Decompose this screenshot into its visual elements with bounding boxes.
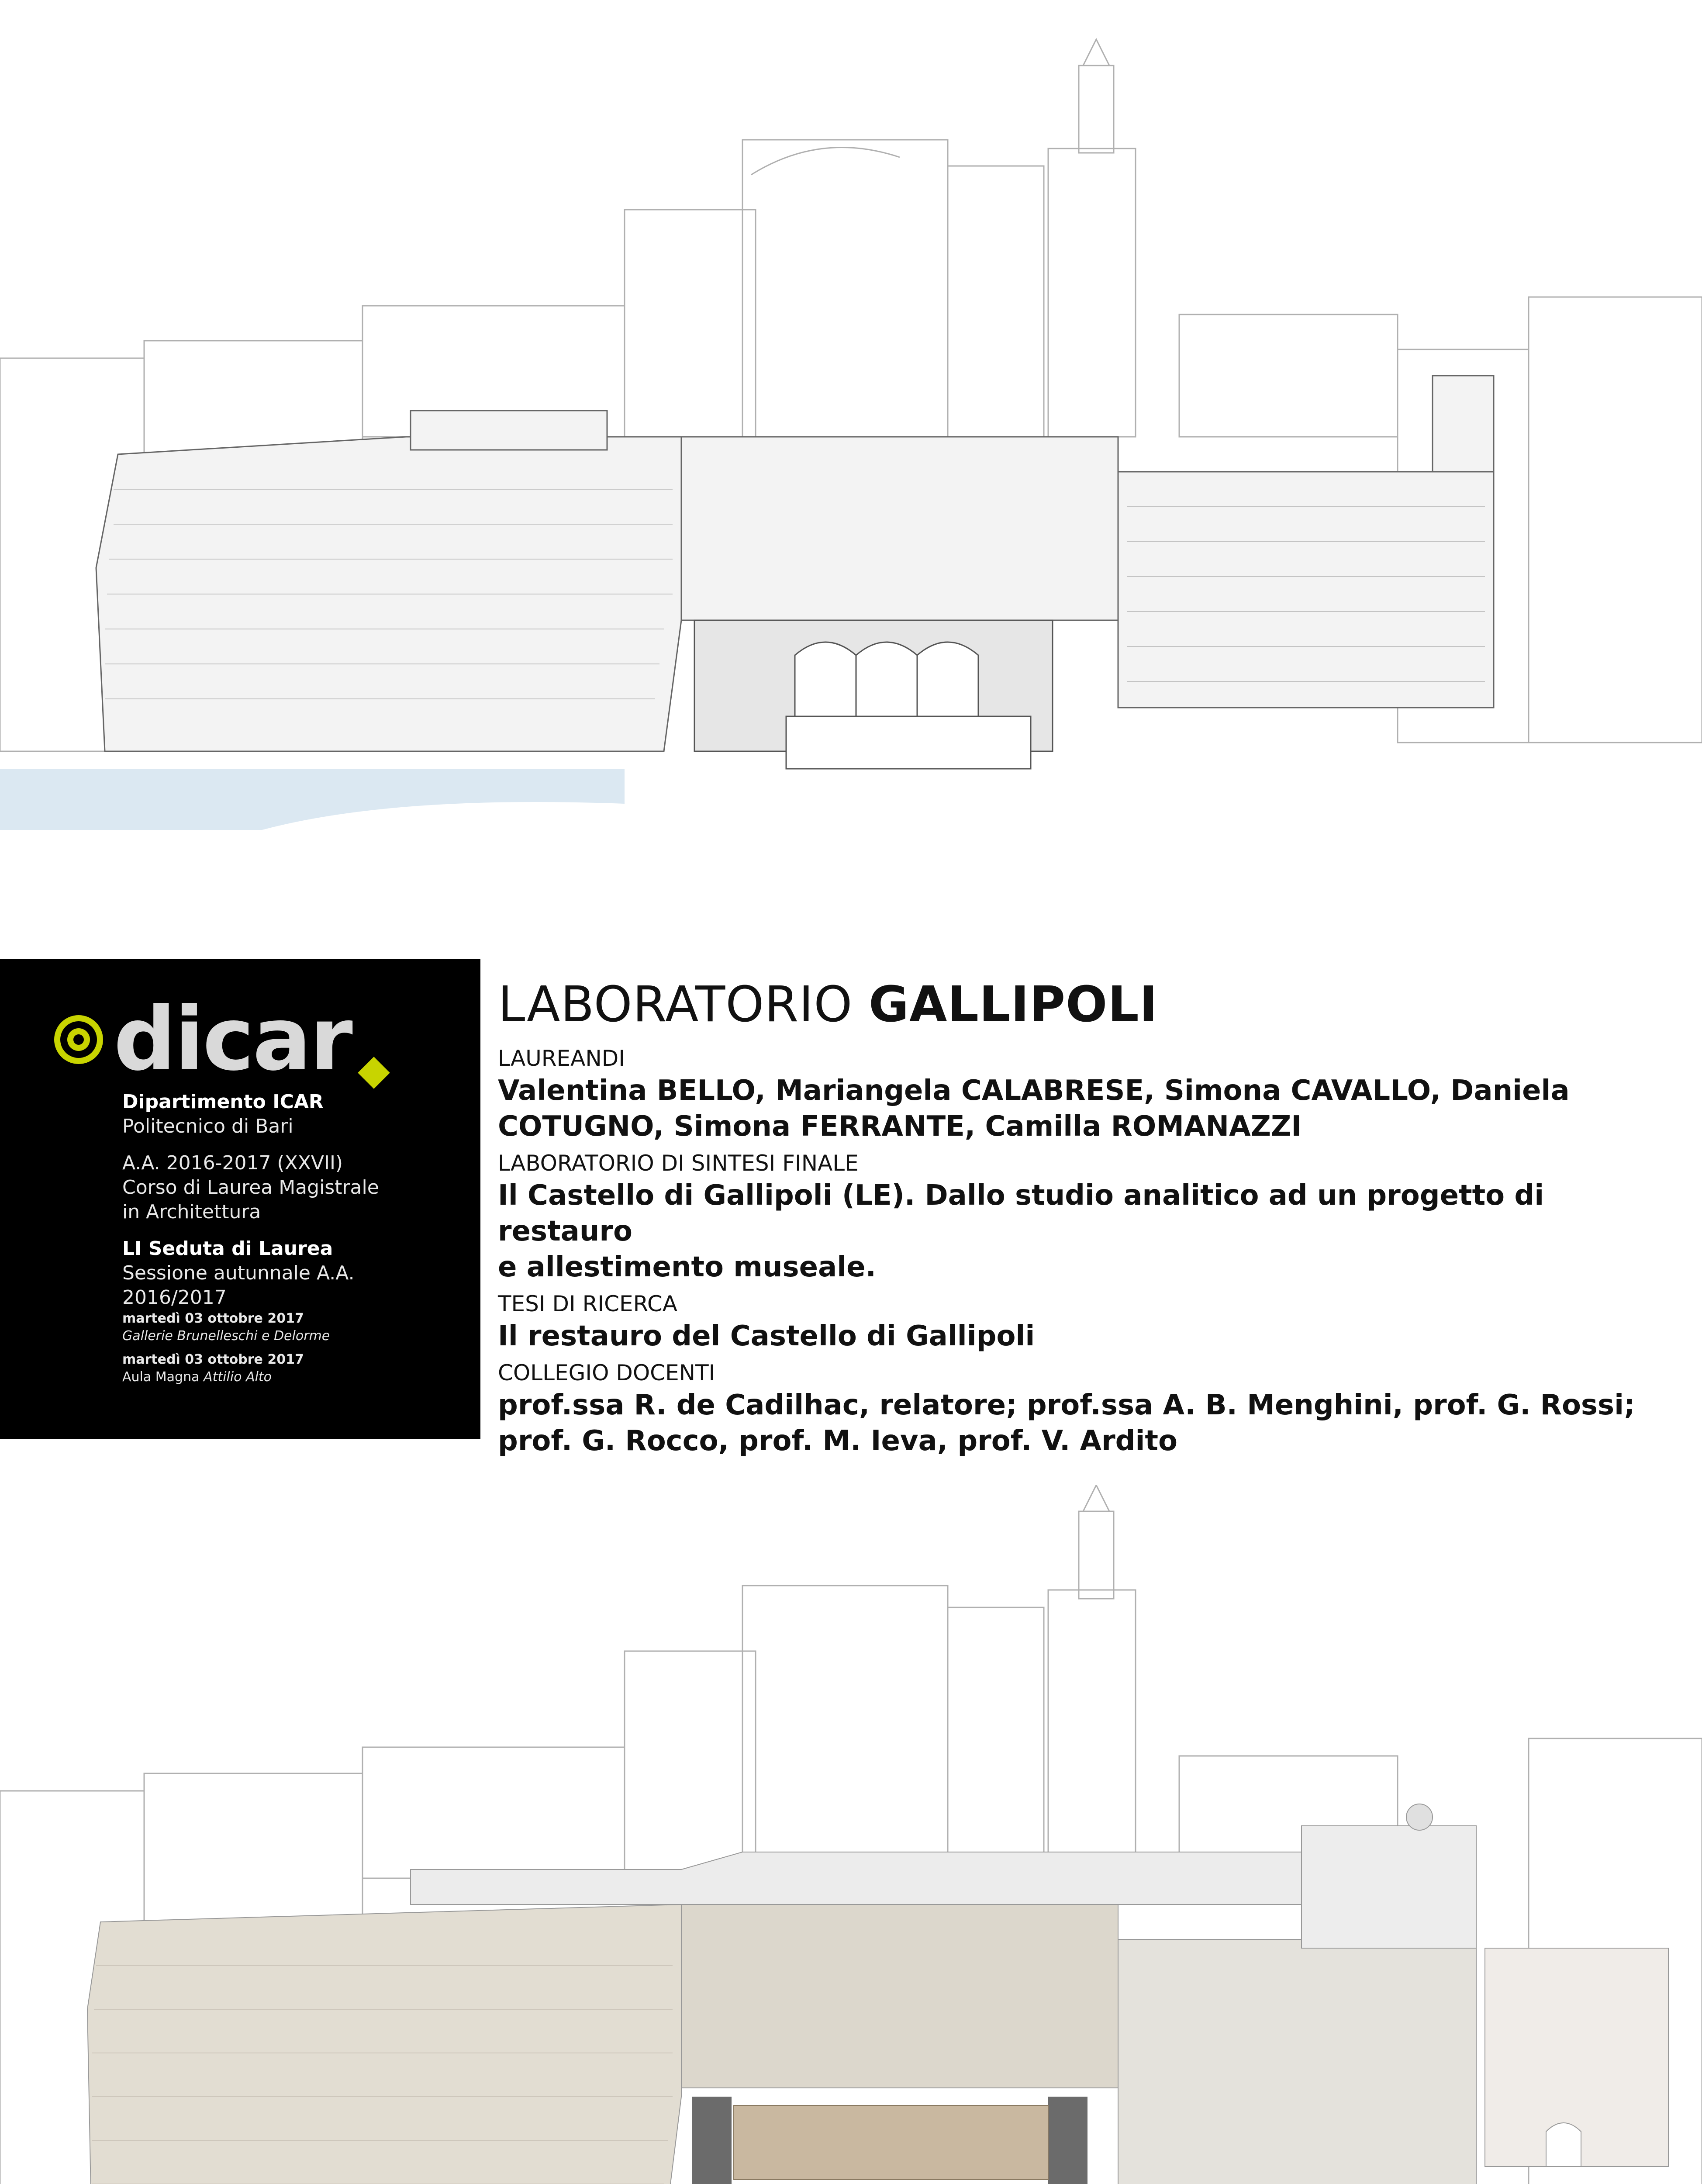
laureandi-names xyxy=(498,1073,1655,1144)
laureandi-line-1: Valentina BELLO, Mariangela CALABRESE, Simona CAVALLO, Daniela xyxy=(498,1075,1570,1107)
title-bold: GALLIPOLI xyxy=(869,976,1158,1033)
department-name: Dipartimento ICAR xyxy=(122,1091,324,1113)
course-line-1: Corso di Laurea Magistrale xyxy=(122,1176,379,1199)
lab-title xyxy=(498,1178,1655,1285)
page-title xyxy=(498,974,1655,1035)
castle-elevation-rendered xyxy=(0,1485,1702,2184)
event-2-place-name: Attilio Alto xyxy=(204,1369,272,1385)
title-light: LABORATORIO xyxy=(498,976,853,1033)
event-2-date: martedì 03 ottobre 2017 xyxy=(122,1352,304,1367)
collegio-line-2: prof. G. Rocco, prof. M. Ieva, prof. V. Ardito xyxy=(498,1425,1177,1457)
lab-line-2: e allestimento museale. xyxy=(498,1251,876,1283)
panel-info xyxy=(122,1090,463,1386)
dicar-wordmark: dicar xyxy=(114,988,351,1090)
collegio-label: COLLEGIO DOCENTI xyxy=(498,1360,715,1386)
laureandi-line-2: COTUGNO, Simona FERRANTE, Camilla ROMANAZZI xyxy=(498,1110,1302,1143)
lab-label: LABORATORIO DI SINTESI FINALE xyxy=(498,1151,859,1176)
tesi-label: TESI DI RICERCA xyxy=(498,1291,678,1317)
yellow-diamond-icon xyxy=(358,1057,390,1089)
university-seal-icon xyxy=(52,1013,105,1066)
dicar-logo xyxy=(48,988,441,1090)
laureandi-label: LAUREANDI xyxy=(498,1046,625,1071)
lab-line-1: Il Castello di Gallipoli (LE). Dallo studio analitico ad un progetto di restauro xyxy=(498,1179,1544,1248)
course-line-2: in Architettura xyxy=(122,1201,261,1223)
university-name: Politecnico di Bari xyxy=(122,1115,293,1137)
castle-elevation-rendered-icon xyxy=(0,1485,1702,2184)
dicar-info-panel xyxy=(0,959,480,1439)
academic-year: A.A. 2016-2017 (XXVII) xyxy=(122,1152,343,1174)
event-2-place xyxy=(122,1368,463,1386)
event-2-place-prefix: Aula Magna xyxy=(122,1369,200,1385)
session-subtitle: Sessione autunnale A.A. 2016/2017 xyxy=(122,1262,355,1309)
session-title: LI Seduta di Laurea xyxy=(122,1237,333,1260)
castle-elevation-line-drawing xyxy=(0,0,1702,830)
tesi-title: Il restauro del Castello di Gallipoli xyxy=(498,1320,1035,1352)
laboratory-text-block xyxy=(498,974,1655,1463)
event-1-place: Gallerie Brunelleschi e Delorme xyxy=(122,1328,330,1344)
castle-elevation-line-drawing-icon xyxy=(0,0,1702,830)
collegio-names xyxy=(498,1387,1655,1459)
event-1-date: martedì 03 ottobre 2017 xyxy=(122,1311,304,1326)
collegio-line-1: prof.ssa R. de Cadilhac, relatore; prof.ssa A. B. Menghini, prof. G. Rossi; xyxy=(498,1389,1635,1421)
